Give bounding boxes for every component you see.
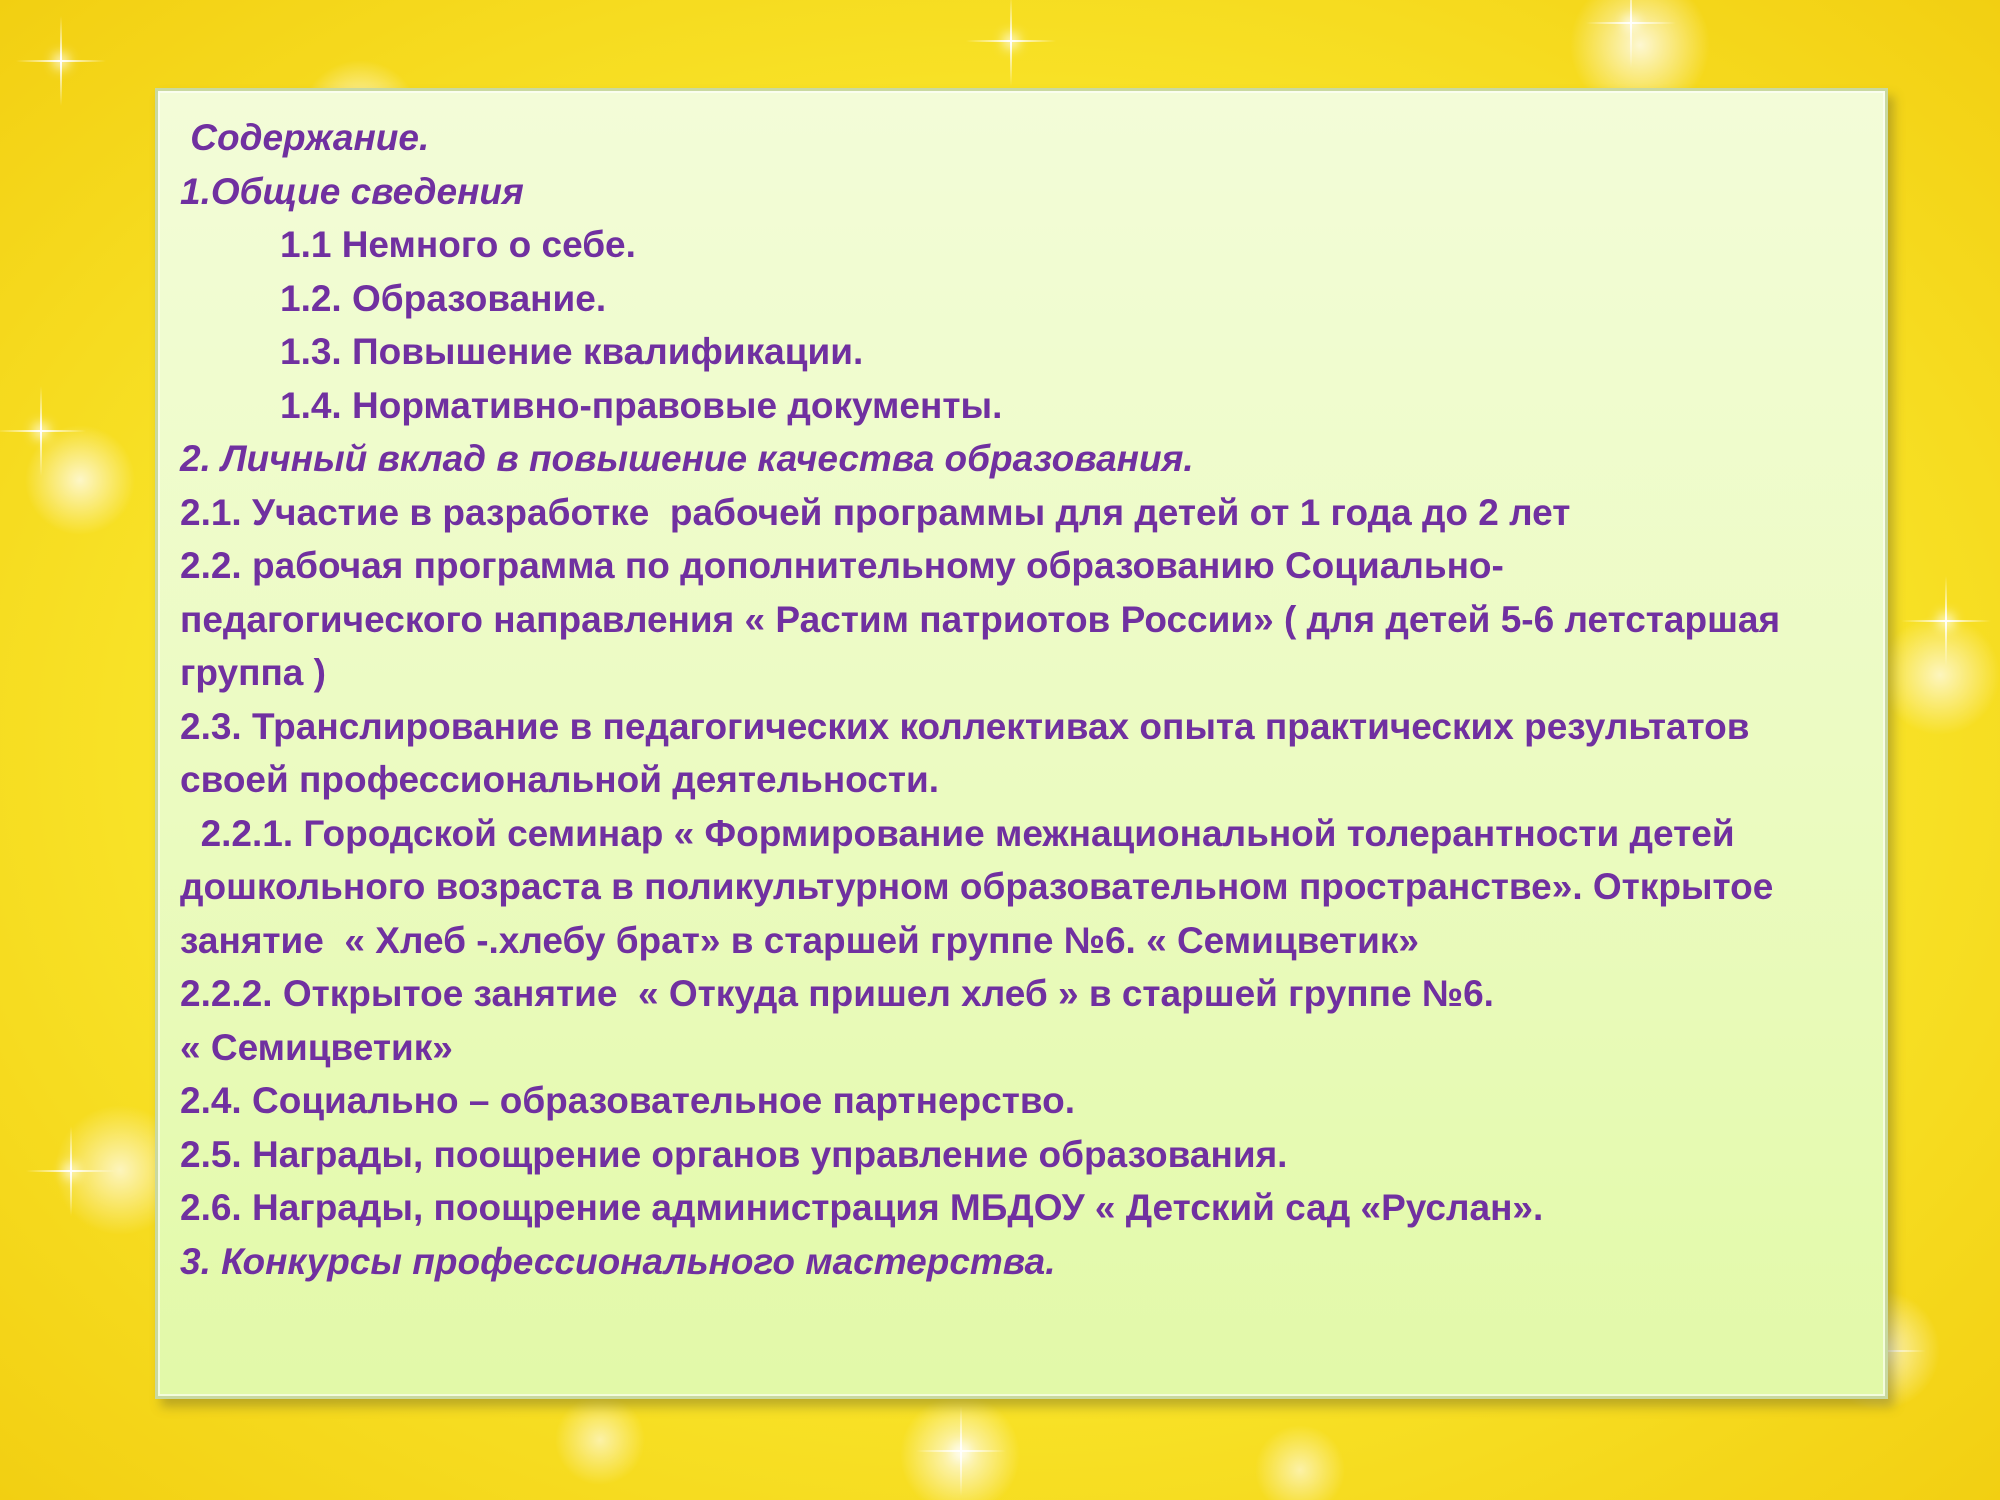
contents-line: « Семицветик» bbox=[180, 1026, 453, 1068]
sparkle-decoration bbox=[70, 1170, 72, 1172]
contents-line: Содержание. bbox=[180, 117, 430, 158]
contents-line: своей профессиональной деятельности. bbox=[180, 759, 940, 800]
contents-line: группа ) bbox=[180, 652, 326, 693]
contents-line: 2.1. Участие в разработке рабочей программы для детей от 1 года до 2 лет bbox=[180, 491, 1571, 533]
contents-line: 2.6. Награды, поощрение администрация МБДОУ « Детский сад «Руслан». bbox=[180, 1187, 1544, 1228]
sparkle-decoration bbox=[40, 430, 42, 432]
contents-line: дошкольного возраста в поликультурном образовательном пространстве». Открытое bbox=[180, 866, 1774, 907]
contents-list bbox=[180, 111, 1855, 1288]
sparkle-decoration bbox=[1630, 22, 1632, 24]
contents-line: 1.2. Образование. bbox=[280, 277, 607, 319]
content-panel bbox=[155, 88, 1888, 1399]
sparkle-decoration bbox=[1010, 40, 1012, 42]
contents-line: 2.2.2. Открытое занятие « Откуда пришел хлеб » в старшей группе №6. bbox=[180, 973, 1494, 1014]
contents-line: 1.1 Немного о себе. bbox=[280, 224, 636, 265]
contents-line: 2. Личный вклад в повышение качества образования. bbox=[180, 438, 1194, 479]
contents-line: занятие « Хлеб -.хлебу брат» в старшей группе №6. « Семицветик» bbox=[180, 919, 1419, 961]
sparkle-decoration bbox=[60, 60, 62, 62]
contents-line: 1.4. Нормативно-правовые документы. bbox=[280, 384, 1003, 426]
contents-line: педагогического направления « Растим патриотов России» ( для детей 5-6 летстаршая bbox=[180, 598, 1781, 640]
contents-line: 1.3. Повышение квалификации. bbox=[280, 331, 864, 372]
contents-line: 1.Общие сведения bbox=[180, 170, 524, 212]
contents-line: 2.5. Награды, поощрение органов управление образования. bbox=[180, 1133, 1288, 1175]
contents-line: 2.2.1. Городской семинар « Формирование межнациональной толерантности детей bbox=[180, 812, 1735, 854]
contents-line: 2.3. Транслирование в педагогических коллективах опыта практических результатов bbox=[180, 705, 1750, 747]
sparkle-decoration bbox=[1945, 620, 1947, 622]
contents-line: 3. Конкурсы профессионального мастерства. bbox=[180, 1240, 1056, 1282]
contents-line: 2.2. рабочая программа по дополнительному образованию Социально- bbox=[180, 545, 1504, 586]
sparkle-decoration bbox=[960, 1450, 962, 1452]
contents-line: 2.4. Социально – образовательное партнерство. bbox=[180, 1080, 1075, 1121]
